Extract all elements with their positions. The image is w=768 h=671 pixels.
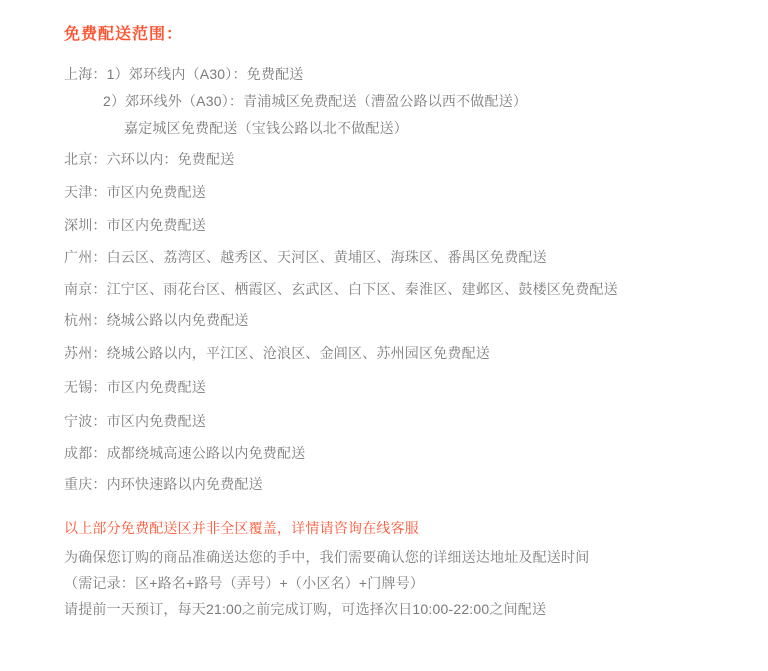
delivery-line-suzhou: 苏州：绕城公路以内，平江区、沧浪区、金阊区、苏州园区免费配送: [64, 345, 490, 361]
delivery-line-chongqing: 重庆：内环快速路以内免费配送: [64, 476, 263, 492]
section-title: 免费配送范围：: [64, 26, 184, 43]
note-confirm-address: 为确保您订购的商品准确送达您的手中，我们需要确认您的详细送达地址及配送时间: [64, 549, 590, 565]
note-coverage-warning: 以上部分免费配送区并非全区覆盖，详情请咨询在线客服: [64, 520, 419, 536]
delivery-line-shenzhen: 深圳：市区内免费配送: [64, 217, 206, 233]
delivery-line-wuxi: 无锡：市区内免费配送: [64, 379, 206, 395]
delivery-line-chengdu: 成都：成都绕城高速公路以内免费配送: [64, 445, 306, 461]
note-address-format: （需记录：区+路名+路号（弄号）+（小区名）+门牌号）: [64, 575, 425, 591]
delivery-line-hangzhou: 杭州：绕城公路以内免费配送: [64, 312, 249, 328]
delivery-line-guangzhou: 广州：白云区、荔湾区、越秀区、天河区、黄埔区、海珠区、番禺区免费配送: [64, 249, 547, 265]
note-order-deadline: 请提前一天预订，每天21:00之前完成订购，可选择次日10:00-22:00之间配送: [64, 601, 547, 617]
delivery-line-shanghai-2: 2）郊环线外（A30）：青浦城区免费配送（漕盈公路以西不做配送）: [103, 93, 528, 109]
delivery-line-beijing: 北京：六环以内：免费配送: [64, 151, 235, 167]
delivery-line-shanghai-jiading: 嘉定城区免费配送（宝钱公路以北不做配送）: [124, 120, 408, 136]
delivery-line-nanjing: 南京：江宁区、雨花台区、栖霞区、玄武区、白下区、秦淮区、建邺区、鼓楼区免费配送: [64, 281, 618, 297]
delivery-line-tianjin: 天津：市区内免费配送: [64, 184, 206, 200]
delivery-line-shanghai-1: 上海：1）郊环线内（A30）：免费配送: [64, 66, 304, 82]
delivery-line-ningbo: 宁波：市区内免费配送: [64, 413, 206, 429]
